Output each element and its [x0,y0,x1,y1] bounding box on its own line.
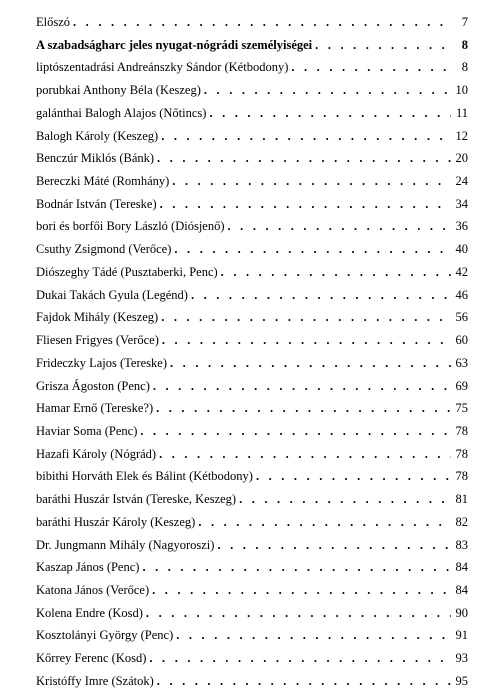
toc-entry-page: 82 [455,514,468,529]
toc-leader-dots [159,443,451,466]
toc-entry [36,670,468,693]
toc-leader-dots [153,375,451,398]
toc-entry-page: 56 [455,310,468,325]
toc-entry [36,647,468,670]
toc-entry [36,147,468,170]
toc-entry-page: 91 [455,628,468,643]
toc-entry [36,102,468,125]
toc-entry-title: Grisza Ágoston (Penc) [36,378,150,393]
toc-entry-page: 20 [455,151,468,166]
toc-leader-dots [161,125,451,148]
toc-entry-title: Benczúr Miklós (Bánk) [36,151,155,166]
toc-leader-dots [172,170,451,193]
toc-entry-title: bori és borfői Bory László (Diósjenő) [36,219,225,234]
toc-entry-page: 60 [455,333,468,348]
toc-entry-page: 84 [455,560,468,575]
toc-entry [36,579,468,602]
toc-entry-title: baráthi Huszár Károly (Keszeg) [36,514,196,529]
toc-entry-page: 24 [455,174,468,189]
toc-leader-dots [209,102,451,125]
toc-leader-dots [149,647,451,670]
toc-entry [36,34,468,57]
toc-entry-title: Dr. Jungmann Mihály (Nagyoroszi) [36,537,215,552]
toc-entry-title: Frideczky Lajos (Tereske) [36,355,168,370]
toc-entry [36,511,468,534]
toc-entry-title: porubkai Anthony Béla (Keszeg) [36,83,201,98]
toc-entry-title: Bereczki Máté (Romhány) [36,174,170,189]
toc-leader-dots [160,193,451,216]
toc-leader-dots [221,261,451,284]
toc-entry [36,261,468,284]
toc-entry-title: Fliesen Frigyes (Verőce) [36,333,159,348]
toc-entry-page: 78 [455,446,468,461]
toc-entry-title: Haviar Soma (Penc) [36,423,138,438]
toc-leader-dots [157,147,451,170]
table-of-contents [36,11,468,693]
toc-entry-title: Előszó [36,15,71,29]
toc-entry-page: 90 [455,605,468,620]
toc-entry-page: 78 [455,469,468,484]
toc-leader-dots [198,511,451,534]
toc-entry-page: 7 [461,15,468,29]
toc-entry-page: 8 [461,37,468,52]
toc-entry [36,306,468,329]
toc-entry-page: 42 [455,264,468,279]
toc-leader-dots [162,329,451,352]
toc-entry [36,238,468,261]
toc-entry [36,79,468,102]
toc-entry-title: bibithi Horváth Elek és Bálint (Kétbodony) [36,469,253,484]
toc-entry-page: 81 [455,492,468,507]
toc-leader-dots [140,420,451,443]
toc-entry [36,443,468,466]
toc-entry-page: 8 [461,60,468,75]
toc-leader-dots [291,56,451,79]
toc-entry-page: 10 [455,83,468,98]
toc-leader-dots [157,670,451,693]
toc-entry-page: 69 [455,378,468,393]
toc-entry-title: A szabadságharc jeles nyugat-nógrádi személyiségei [36,37,313,52]
toc-entry-title: liptószentadrási Andreánszky Sándor (Kétbodony) [36,60,289,75]
toc-entry [36,352,468,375]
toc-entry-page: 93 [455,651,468,666]
toc-entry-page: 12 [455,128,468,143]
toc-leader-dots [174,238,451,261]
toc-entry [36,465,468,488]
toc-leader-dots [170,352,451,375]
toc-leader-dots [152,579,451,602]
toc-entry-title: Dukai Takách Gyula (Legénd) [36,287,188,302]
toc-entry [36,170,468,193]
toc-leader-dots [204,79,451,102]
toc-entry [36,56,468,79]
toc-entry [36,193,468,216]
toc-leader-dots [217,534,451,557]
toc-leader-dots [176,624,451,647]
toc-leader-dots [256,465,451,488]
toc-entry [36,397,468,420]
toc-entry-title: Csuthy Zsigmond (Verőce) [36,242,172,257]
toc-leader-dots [228,215,451,238]
toc-leader-dots [315,34,451,57]
toc-entry-page: 11 [455,105,468,120]
toc-entry [36,534,468,557]
toc-entry [36,125,468,148]
toc-leader-dots [73,11,451,34]
toc-entry [36,556,468,579]
toc-leader-dots [142,556,451,579]
toc-entry-page: 34 [455,196,468,211]
toc-entry [36,602,468,625]
toc-entry [36,488,468,511]
toc-entry-page: 36 [455,219,468,234]
toc-entry-page: 78 [455,423,468,438]
toc-entry-page: 95 [455,673,468,688]
toc-entry-title: Kristóffy Imre (Szátok) [36,673,154,688]
toc-leader-dots [191,284,451,307]
toc-entry-title: Kőrrey Ferenc (Kosd) [36,651,147,666]
toc-leader-dots [156,397,451,420]
toc-entry-page: 63 [455,355,468,370]
toc-entry [36,11,468,34]
toc-entry-title: galánthai Balogh Alajos (Nőtincs) [36,105,207,120]
toc-entry-title: Hamar Ernő (Tereske?) [36,401,154,416]
toc-leader-dots [146,602,451,625]
toc-entry [36,215,468,238]
toc-entry-page: 75 [455,401,468,416]
toc-entry-title: Katona János (Verőce) [36,582,150,597]
toc-entry-title: Hazafi Károly (Nógrád) [36,446,157,461]
toc-entry [36,329,468,352]
toc-leader-dots [161,306,451,329]
toc-entry-title: Kaszap János (Penc) [36,560,140,575]
toc-entry-title: Balogh Károly (Keszeg) [36,128,159,143]
toc-entry-title: Bodnár István (Tereske) [36,196,157,211]
toc-entry-title: Diószeghy Tádé (Pusztaberki, Penc) [36,264,218,279]
toc-entry-title: Kolena Endre (Kosd) [36,605,143,620]
toc-entry-page: 84 [455,582,468,597]
toc-entry-page: 40 [455,242,468,257]
toc-entry-page: 46 [455,287,468,302]
toc-entry [36,284,468,307]
toc-entry [36,420,468,443]
toc-entry-title: baráthi Huszár István (Tereske, Keszeg) [36,492,237,507]
toc-entry-title: Kosztolányi György (Penc) [36,628,174,643]
toc-entry [36,375,468,398]
toc-entry-page: 83 [455,537,468,552]
toc-entry-title: Fajdok Mihály (Keszeg) [36,310,159,325]
toc-leader-dots [239,488,451,511]
toc-entry [36,624,468,647]
